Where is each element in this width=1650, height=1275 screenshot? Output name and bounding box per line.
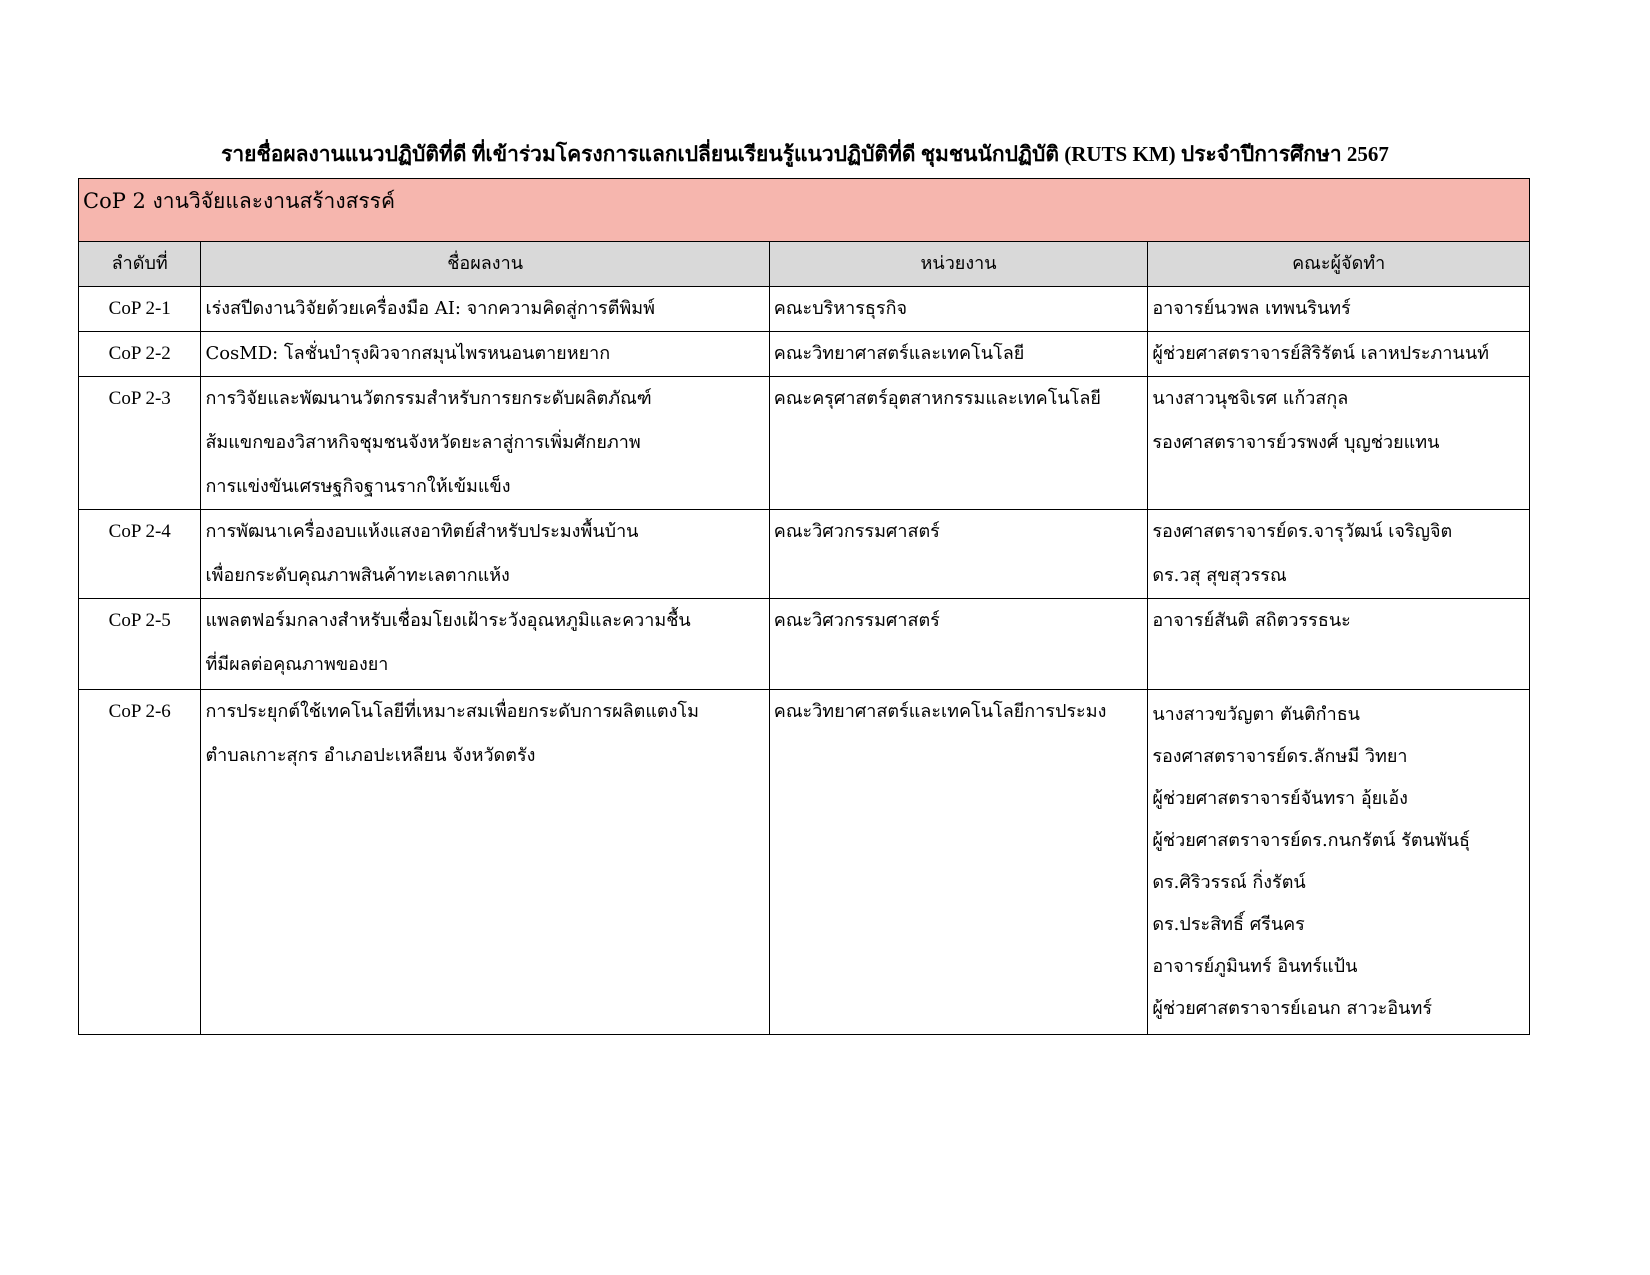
work-title-line: เร่งสปีดงานวิจัยด้วยเครื่องมือ AI: จากความคิดสู่การตีพิมพ์ <box>205 298 655 319</box>
work-title-line: แพลตฟอร์มกลางสำหรับเชื่อมโยงเฝ้าระวังอุณหภูมิและความชื้น <box>205 610 691 631</box>
work-unit: คณะบริหารธุรกิจ <box>769 287 1148 332</box>
table-row <box>79 690 1530 1035</box>
work-title-line: CosMD: โลชั่นบำรุงผิวจากสมุนไพรหนอนตายหยาก <box>205 343 611 364</box>
column-header-row <box>79 242 1530 287</box>
table-row <box>79 599 1530 690</box>
work-team <box>1148 599 1530 690</box>
work-title-line: เพื่อยกระดับคุณภาพสินค้าทะเลตากแห้ง <box>205 565 510 586</box>
section-title: CoP 2 งานวิจัยและงานสร้างสรรค์ <box>79 179 1530 242</box>
work-title <box>201 599 769 690</box>
work-title-line: การประยุกต์ใช้เทคโนโลยีที่เหมาะสมเพื่อยกระดับการผลิตแตงโม <box>205 701 699 722</box>
team-member: รองศาสตราจารย์วรพงศ์ บุญช่วยแทน <box>1152 432 1440 453</box>
work-title-line: ที่มีผลต่อคุณภาพของยา <box>205 654 389 675</box>
work-title <box>201 510 769 599</box>
team-member: ดร.ประสิทธิ์ ศรีนคร <box>1152 914 1305 935</box>
row-number: CoP 2-3 <box>79 377 201 510</box>
table-row <box>79 377 1530 510</box>
table-row <box>79 510 1530 599</box>
team-member: ผู้ช่วยศาสตราจารย์จันทรา อุ้ยเอ้ง <box>1152 788 1408 809</box>
work-unit: คณะวิศวกรรมศาสตร์ <box>769 510 1148 599</box>
team-member: นางสาวขวัญตา ตันติกำธน <box>1152 704 1360 725</box>
work-title <box>201 287 769 332</box>
column-header-title: ชื่อผลงาน <box>201 242 769 287</box>
row-number: CoP 2-6 <box>79 690 201 1035</box>
team-member: ผู้ช่วยศาสตราจารย์ดร.กนกรัตน์ รัตนพันธุ์ <box>1152 830 1470 851</box>
team-member: นางสาวนุชจิเรศ แก้วสกุล <box>1152 388 1349 409</box>
page-title: รายชื่อผลงานแนวปฏิบัติที่ดี ที่เข้าร่วมโครงการแลกเปลี่ยนเรียนรู้แนวปฏิบัติที่ดี ชุมชนนักปฏิบัติ (RUTS KM) ประจำปีการศึกษา 2567 <box>221 142 1389 166</box>
work-team <box>1148 287 1530 332</box>
work-title <box>201 332 769 377</box>
row-number: CoP 2-2 <box>79 332 201 377</box>
work-title-line: ตำบลเกาะสุกร อำเภอปะเหลียน จังหวัดตรัง <box>205 745 536 766</box>
table-row <box>79 287 1530 332</box>
work-unit: คณะวิทยาศาสตร์และเทคโนโลยี <box>769 332 1148 377</box>
team-member: ผู้ช่วยศาสตราจารย์สิริรัตน์ เลาหประภานนท์ <box>1152 343 1490 364</box>
table-row <box>79 332 1530 377</box>
column-header-unit: หน่วยงาน <box>769 242 1148 287</box>
work-unit: คณะวิศวกรรมศาสตร์ <box>769 599 1148 690</box>
work-title <box>201 377 769 510</box>
team-member: อาจารย์นวพล เทพนรินทร์ <box>1152 298 1351 319</box>
team-member: อาจารย์สันติ สถิตวรรธนะ <box>1152 610 1351 631</box>
team-member: อาจารย์ภูมินทร์ อินทร์แป้น <box>1152 956 1358 977</box>
work-team <box>1148 690 1530 1035</box>
row-number: CoP 2-5 <box>79 599 201 690</box>
section-header-row <box>79 179 1530 242</box>
work-unit: คณะวิทยาศาสตร์และเทคโนโลยีการประมง <box>769 690 1148 1035</box>
work-title-line: การแข่งขันเศรษฐกิจฐานรากให้เข้มแข็ง <box>205 476 511 497</box>
team-member: รองศาสตราจารย์ดร.ลักษมี วิทยา <box>1152 746 1408 767</box>
team-member: รองศาสตราจารย์ดร.จารุวัฒน์ เจริญจิต <box>1152 521 1453 542</box>
work-title-line: การพัฒนาเครื่องอบแห้งแสงอาทิตย์สำหรับประมงพื้นบ้าน <box>205 521 639 542</box>
team-member: ผู้ช่วยศาสตราจารย์เอนก สาวะอินทร์ <box>1152 998 1433 1019</box>
row-number: CoP 2-1 <box>79 287 201 332</box>
column-header-no: ลำดับที่ <box>79 242 201 287</box>
team-member: ดร.ศิริวรรณ์ กิ่งรัตน์ <box>1152 872 1306 893</box>
work-team <box>1148 332 1530 377</box>
work-team <box>1148 510 1530 599</box>
works-table <box>78 178 1530 1035</box>
work-unit: คณะครุศาสตร์อุตสาหกรรมและเทคโนโลยี <box>769 377 1148 510</box>
work-title <box>201 690 769 1035</box>
column-header-team: คณะผู้จัดทำ <box>1148 242 1530 287</box>
row-number: CoP 2-4 <box>79 510 201 599</box>
work-team <box>1148 377 1530 510</box>
team-member: ดร.วสุ สุขสุวรรณ <box>1152 565 1287 586</box>
work-title-line: การวิจัยและพัฒนานวัตกรรมสำหรับการยกระดับผลิตภัณฑ์ <box>205 388 652 409</box>
work-title-line: ส้มแขกของวิสาหกิจชุมชนจังหวัดยะลาสู่การเพิ่มศักยภาพ <box>205 432 641 453</box>
